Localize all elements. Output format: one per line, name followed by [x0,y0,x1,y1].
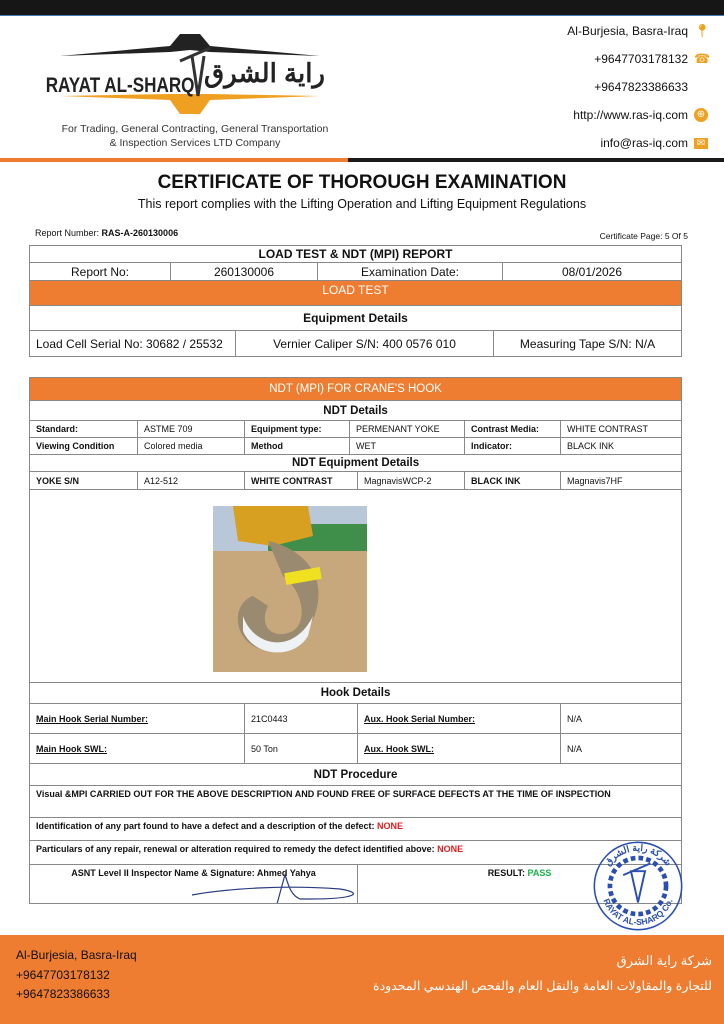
aux-hook-serial-value: N/A [561,704,682,734]
main-hook-swl-value: 50 Ton [245,734,358,764]
standard-value: ASTME 709 [138,421,245,438]
report-no-label: Report No: [30,263,171,281]
exam-date-label: Examination Date: [318,263,503,281]
footer-arabic-name: شركة راية الشرق [616,953,712,968]
vernier-caliper-serial: Vernier Caliper S/N: 400 0576 010 [236,331,494,356]
contact-email[interactable] [600,136,708,150]
aux-hook-swl-value: N/A [561,734,682,764]
ndt-section-header: NDT (MPI) FOR CRANE'S HOOK [30,378,682,401]
footer-arabic-description: للتجارة والمقاولات العامة والنقل العام والفحص الهندسي المحدودة [373,979,712,993]
defect-value: NONE [377,821,404,831]
svg-text:شركة راية الشرق: شركة راية الشرق [602,842,674,868]
header-divider-orange [0,158,348,162]
ndt-details-heading: NDT Details [30,401,682,421]
viewing-condition-value: Colored media [138,438,245,455]
aux-hook-serial-label: Aux. Hook Serial Number: [358,704,561,734]
company-tagline [30,122,360,150]
yoke-sn-label: YOKE S/N [30,472,138,490]
result-label: RESULT: [487,868,528,878]
aux-hook-swl-label: Aux. Hook SWL: [358,734,561,764]
load-test-section-header: LOAD TEST [30,281,682,306]
contact-address [567,23,711,38]
location-pin-icon: 📍︎ [694,23,711,38]
method-value: WET [350,438,465,455]
certificate-page: Certificate Page: 5 Of 5 [599,231,688,241]
report-number-value: RAS-A-260130006 [101,228,179,238]
main-hook-serial-label: Main Hook Serial Number: [30,704,245,734]
main-hook-swl-label: Main Hook SWL: [30,734,245,764]
white-contrast-value: MagnavisWCP-2 [358,472,465,490]
equipment-details-heading: Equipment Details [30,306,682,331]
inspector-signature-cell [30,865,358,904]
ndt-equipment-heading: NDT Equipment Details [30,455,682,472]
email-link[interactable]: info@ras-iq.com [600,136,688,150]
method-label: Method [245,438,350,455]
ndt-table [29,377,682,904]
indicator-value: BLACK INK [561,438,682,455]
ndt-procedure-heading: NDT Procedure [30,764,682,786]
equipment-type-label: Equipment type: [245,421,350,438]
website-link[interactable]: http://www.ras-iq.com [573,108,688,122]
black-ink-label: BLACK INK [465,472,561,490]
measuring-tape-serial: Measuring Tape S/N: N/A [519,336,656,351]
white-contrast-label: WHITE CONTRAST [245,472,358,490]
equipment-type-value: PERMENANT YOKE [350,421,465,438]
contact-website[interactable] [573,108,708,122]
logo-arabic-text: راية الشرق [203,58,325,88]
repair-particulars [30,841,682,865]
email-icon: ✉ [694,138,708,149]
equipment-serials-row [30,331,682,357]
contact-text: +9647703178132 [594,52,688,66]
signature [190,873,358,904]
hook-photo-cell [30,490,682,683]
contact-text: +9647823386633 [594,80,688,94]
phone-icon: ☎ [694,51,711,66]
contrast-media-value: WHITE CONTRAST [561,421,682,438]
contact-phone-1 [594,51,711,66]
inspector-label: ASNT Level II Inspector Name & Signature: [71,868,257,878]
top-bar [0,0,724,16]
report-number [35,228,178,238]
report-heading: LOAD TEST & NDT (MPI) REPORT [30,246,682,263]
procedure-text: Visual &MPI CARRIED OUT FOR THE ABOVE DESCRIPTION AND FOUND FREE OF SURFACE DEFECTS AT THE TIME OF INSPECTION [30,786,682,818]
black-ink-value: Magnavis7HF [561,472,682,490]
defect-identification [30,818,682,841]
crane-hook-photo [213,506,367,672]
inspector-name: Ahmed Yahya [256,868,316,878]
svg-text:RAYAT AL-SHARQ Co.: RAYAT AL-SHARQ Co. [601,897,675,928]
page-subtitle: This report complies with the Lifting Operation and Lifting Equipment Regulations [137,197,587,211]
main-hook-serial-value: 21C0443 [245,704,358,734]
report-no-value: 260130006 [171,263,318,281]
contact-phone-2 [594,80,688,94]
svg-text:RAYAT AL-SHARQ: RAYAT AL-SHARQ [45,73,195,98]
globe-icon: ⊕ [694,108,708,122]
header-divider-black [348,158,724,162]
report-number-label: Report Number: [35,228,102,238]
footer-address: Al-Burjesia, Basra-Iraq [16,948,137,962]
exam-date-value: 08/01/2026 [503,263,682,281]
tagline-line-1: For Trading, General Contracting, General Transportation [61,123,329,135]
page-title: CERTIFICATE OF THOROUGH EXAMINATION [157,172,567,193]
footer-contacts [16,946,137,1005]
yoke-sn-value: A12-512 [138,472,245,490]
company-logo [40,26,340,121]
indicator-label: Indicator: [465,438,561,455]
load-test-table [29,245,682,357]
repair-label: Particulars of any repair, renewal or alteration required to remedy the defect identified above: [36,844,438,854]
tagline-line-2: & Inspection Services LTD Company [109,137,281,149]
result-value: PASS [527,868,552,878]
viewing-condition-label: Viewing Condition [30,438,138,455]
footer-phone-1: +9647703178132 [16,967,110,982]
defect-label: Identification of any part found to have a defect and a description of the defect: [36,821,378,831]
company-stamp [592,840,684,932]
load-cell-serial: Load Cell Serial No: 30682 / 25532 [30,331,236,356]
contact-text: Al-Burjesia, Basra-Iraq [567,24,688,38]
contrast-media-label: Contrast Media: [465,421,561,438]
repair-value: NONE [437,844,464,854]
hook-details-heading: Hook Details [30,683,682,704]
footer-phone-2: +9647823386633 [16,987,110,1001]
standard-label: Standard: [30,421,138,438]
